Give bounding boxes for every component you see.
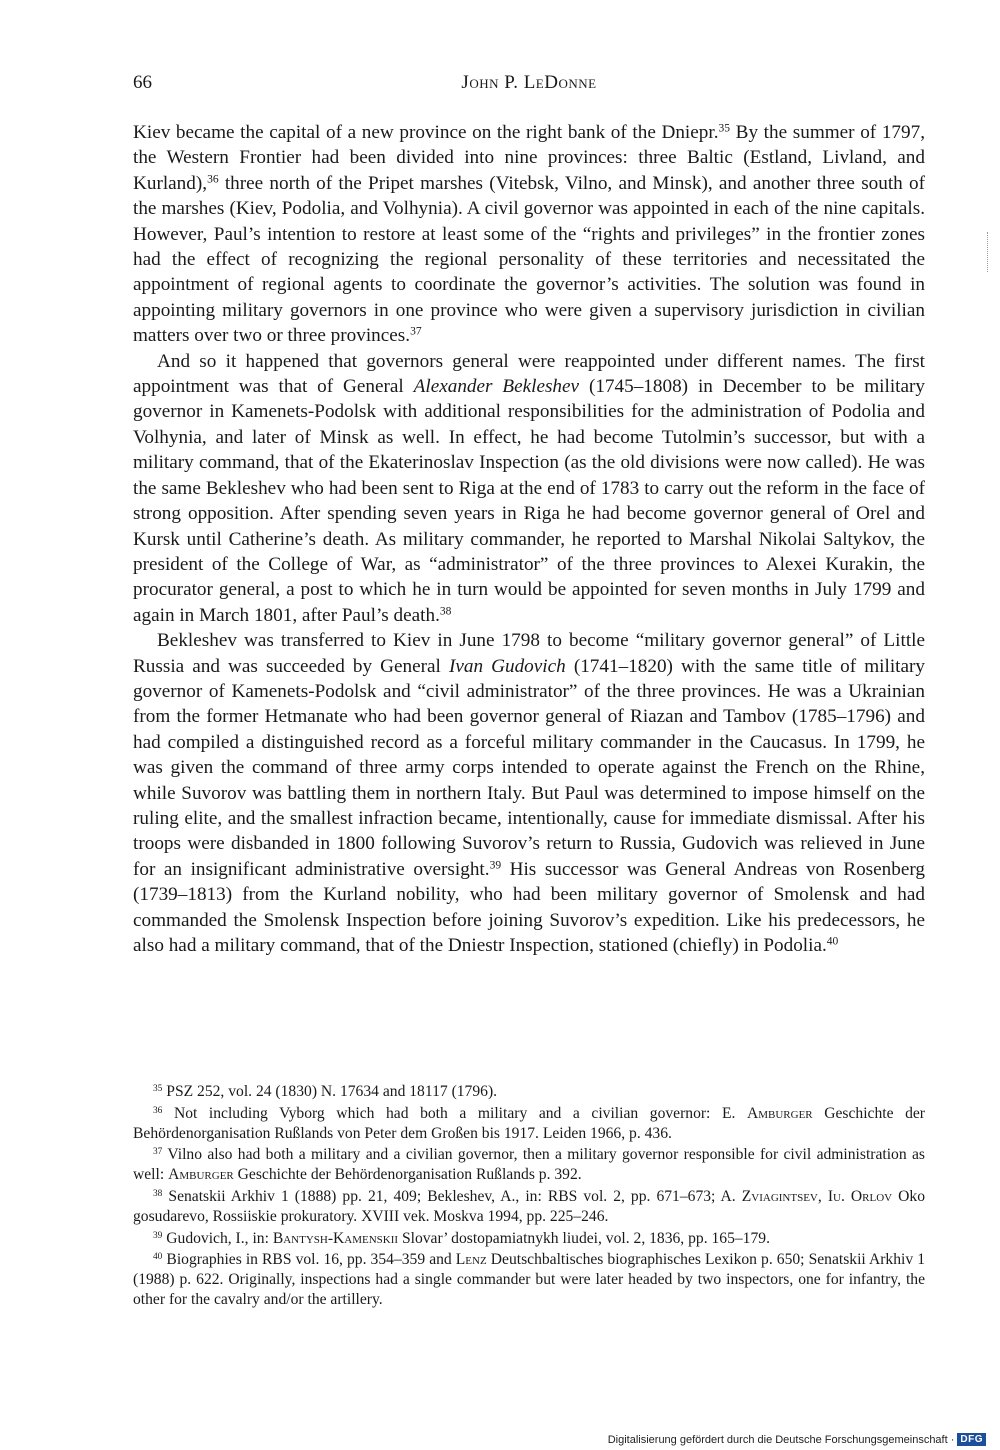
footnote-ref-37[interactable]: 37 <box>410 325 422 338</box>
footnote-ref-36[interactable]: 36 <box>207 173 219 186</box>
footnote-ref-35[interactable]: 35 <box>718 122 731 135</box>
footnote-text: PSZ 252, vol. 24 (1830) N. 17634 and 18117 (1796). <box>166 1083 498 1100</box>
body-text <box>133 120 925 958</box>
author-small-caps: Amburger <box>168 1166 234 1184</box>
footnote-38 <box>133 1187 925 1227</box>
footnote-text: Not including Vyborg which had both a military and a civilian governor: E. <box>173 1104 747 1122</box>
footnote-37 <box>133 1145 925 1185</box>
paragraph-text: By the summer of 1797, the Western Frontier had been divided into nine provinces: three Baltic (Estland, Livland, and Kurland), <box>133 122 925 194</box>
paragraph-text: (1745–1808) in December to be military governor in Kamenets-Podolsk with additional responsibilities for the administration of Podolia and Volhynia, and later of Minsk as well. In effect, he had become Tutolmin’s successor, but with a military command, that of the Ekaterinoslav Inspection (as the old divisions were now called). He was the same Bekleshev who had been sent to Riga at the end of 1783 to carry out the reform in the face of strong opposition. After spending seven years in Riga he had become governor general of Orel and Kursk until Catherine’s death. As military commander, he reported to Marshal Nikolai Saltykov, the president of the College of War, as “administrator” of the three provinces to Alexei Kurakin, the procurator general, a post to which he in turn would be appointed for seven months in July 1799 and again in March 1801, after Paul’s death. <box>133 376 925 626</box>
footnote-number: 39 <box>153 1230 163 1241</box>
author-small-caps: Amburger <box>746 1104 813 1122</box>
paragraph-text: (1741–1820) with the same title of military governor of Kamenets-Podolsk and “civil administrator” of the three provinces. He was a Ukrainian from the former Hetmanate who had been governor general of Riazan and Tambov (1785–1796) and had compiled a distinguished record as a forceful military commander in the Caucasus. In 1799, he was given the command of three army corps intended to operate against the French on the Rhine, while Suvorov was battling them in northern Italy. But Paul was determined to impose himself on the ruling elite, and the smallest infraction became, intentionally, cause for immediate dismissal. After his troops were disbanded in 1800 following Suvorov’s return to Russia, Gudovich was relieved in June for an insignificant administrative oversight. <box>133 655 925 880</box>
paragraph-text: Kiev became the capital of a new province on the right bank of the Dniepr. <box>133 122 719 143</box>
footnote-text: Deutschbaltisches biographisches Lexikon p. 650; Senatskii Arkhiv 1 (1988) p. 622. Originally, inspections had a single commander but were later headed by two inspectors, one for infantry, the other for the cavalry and/or the artillery. <box>133 1251 925 1308</box>
footnote-number: 37 <box>153 1147 163 1158</box>
paragraph-text: His successor was General Andreas von Rosenberg (1739–1813) from the Kurland nobility, who had been military governor of Smolensk and had commanded the Smolensk Inspection before joining Suvorov’s expedition. Like his predecessors, he also had a military command, that of the Dniestr Inspection, stationed (chiefly) in Podolia. <box>133 858 925 956</box>
footnote-ref-40[interactable]: 40 <box>826 935 839 948</box>
author-small-caps: Iu. Orlov <box>827 1187 893 1205</box>
footnote-text: Slovar’ dostopamiatnykh liudei, vol. 2, 1836, pp. 165–179. <box>398 1229 770 1247</box>
paragraph-text: And so it happened that governors general were reappointed under different names. The first appointment was that of General <box>133 350 925 398</box>
footnote-number: 40 <box>153 1252 163 1263</box>
footnote-text: Geschichte der Behördenorganisation Rußlands p. 392. <box>233 1166 582 1184</box>
paragraph-3 <box>133 628 925 958</box>
footnote-text: Biographies in RBS vol. 16, pp. 354–359 and <box>166 1251 456 1269</box>
footnote-text: Senatskii Arkhiv 1 (1888) pp. 21, 409; Bekleshev, A., in: RBS vol. 2, pp. 671–673; A. <box>168 1187 742 1205</box>
author-small-caps: Bantysh-Kamenskii <box>272 1229 399 1247</box>
footnote-36 <box>133 1104 925 1144</box>
footnote-text: Vilno also had both a military and a civilian governor, then a military governor responsible for civil administration as well: <box>133 1146 925 1184</box>
person-name-italic: Ivan Gudovich <box>448 655 566 677</box>
footnote-number: 36 <box>153 1105 163 1116</box>
footnote-ref-38[interactable]: 38 <box>439 605 452 618</box>
person-name-italic: Alexander Bekleshev <box>413 376 580 398</box>
page-number: 66 <box>133 72 152 93</box>
running-head <box>133 72 925 96</box>
credit-text: Digitalisierung gefördert durch die Deutsche Forschungsgemeinschaft · <box>607 1433 955 1446</box>
paragraph-text: three north of the Pripet marshes (Vitebsk, Vilno, and Minsk), and another three south of the marshes (Kiev, Podolia, and Volhynia). A civil governor was appointed in each of the nine capitals. However, Paul’s intention to restore at least some of the “rights and privileges” in the frontier zones had the effect of recognizing the regional personality of these territories and necessitated the appointment of regional agents to coordinate the governor’s activities. The solution was found in appointing military governors in one province who were given a supervisory jurisdiction in civilian matters over two or three provinces. <box>133 172 925 347</box>
dfg-logo-icon: DFG <box>957 1433 986 1446</box>
running-head-author: John P. LeDonne <box>461 72 597 93</box>
footnote-35 <box>133 1082 925 1102</box>
footnote-text: Gudovich, I., in: <box>166 1229 273 1247</box>
paragraph-2 <box>133 349 925 628</box>
author-small-caps: Lenz <box>455 1251 487 1269</box>
footnote-ref-39[interactable]: 39 <box>489 859 502 872</box>
footnote-text: , <box>817 1187 828 1205</box>
footnote-text: Geschichte der Behördenorganisation Rußlands von Peter dem Großen bis 1917. Leiden 1966, p. 436. <box>133 1104 925 1142</box>
footnotes <box>133 1082 925 1312</box>
author-small-caps: Zviagintsev <box>741 1187 818 1205</box>
footnote-number: 38 <box>153 1188 163 1199</box>
footnote-number: 35 <box>153 1083 163 1094</box>
paragraph-text: Bekleshev was transferred to Kiev in June 1798 to become “military governor general” of Little Russia and was succeeded by General <box>133 630 925 677</box>
footnote-text: Oko gosudarevo, Rossiiskie prokuratory. XVIII vek. Moskva 1994, pp. 225–246. <box>133 1187 926 1225</box>
digitization-credit <box>608 1433 986 1446</box>
footnote-40 <box>133 1250 925 1309</box>
paragraph-1 <box>133 120 925 349</box>
footnote-39 <box>133 1229 925 1249</box>
scan-margin-mark <box>987 232 992 272</box>
